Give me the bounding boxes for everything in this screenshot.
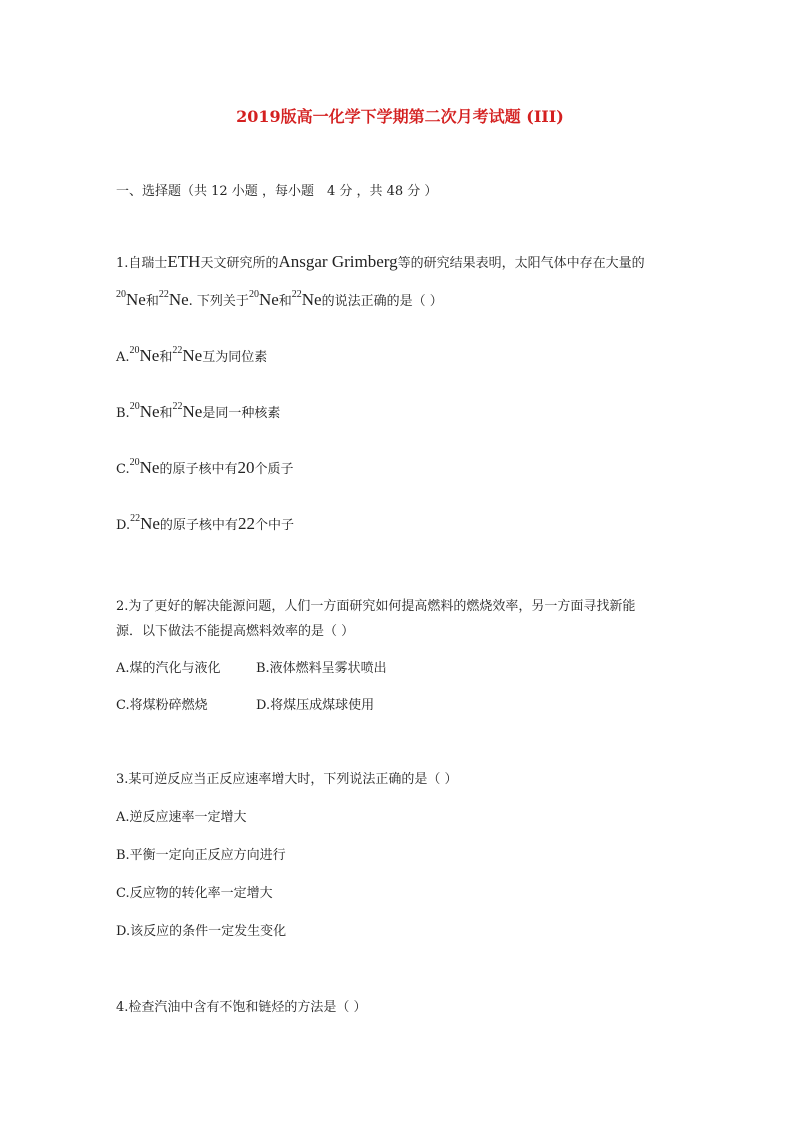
q1-mass-22: 22: [158, 289, 169, 300]
q3-option-a: A.逆反应速率一定增大: [116, 810, 247, 825]
q1-b-mass-20: 20: [129, 401, 140, 412]
q1-option-c-text2: 个质子: [254, 462, 294, 477]
q1-option-c: [116, 458, 293, 478]
q1-researcher-name: Ansgar Grimberg: [278, 252, 398, 271]
q1-a-mass-22: 22: [172, 345, 183, 356]
q1-b-and: 和: [159, 406, 173, 421]
q1-a-ne-1: Ne: [139, 346, 160, 365]
q1-b-ne-2: Ne: [182, 402, 203, 421]
q1-option-b: [116, 402, 280, 422]
q1-option-b-text: 是同一种核素: [202, 406, 281, 421]
q1-eth: ETH: [167, 252, 201, 271]
q2-option-d: D.将煤压成煤球使用: [256, 698, 375, 713]
q1-mass-22-b: 22: [291, 289, 302, 300]
q1-option-a-text: 互为同位素: [202, 350, 268, 365]
question-4-stem: 4.检查汽油中含有不饱和链烃的方法是（ ）: [116, 1000, 367, 1015]
section-header: 一、选择题（共 12 小题 ，每小题 4 分 ，共 48 分 ）: [116, 184, 438, 199]
question-3-stem: 3.某可逆反应当正反应速率增大时，下列说法正确的是（ ）: [116, 772, 458, 787]
q1-mass-20-b: 20: [248, 289, 259, 300]
q1-ne-a: Ne: [126, 290, 146, 309]
q1-a-mass-20: 20: [129, 345, 140, 356]
question-1-line-2: [116, 290, 443, 310]
q1-option-a-label: A.: [116, 350, 130, 365]
q1-option-c-text1: 的原子核中有: [159, 462, 238, 477]
q1-mid3: . 下列关于: [188, 294, 249, 309]
q1-and-a: 和: [145, 294, 159, 309]
question-1-line-1: [116, 252, 645, 272]
q3-option-d: D.该反应的条件一定发生变化: [116, 924, 287, 939]
q1-option-d-text1: 的原子核中有: [159, 518, 238, 533]
q2-options-row-2: [116, 694, 374, 713]
q1-option-c-num: 20: [237, 458, 255, 477]
q1-a-ne-2: Ne: [182, 346, 203, 365]
q1-a-and: 和: [159, 350, 173, 365]
q1-mass-20: 20: [116, 289, 126, 300]
q2-option-b: B.液体燃料呈雾状喷出: [256, 661, 387, 676]
q2-option-a: A.煤的汽化与液化: [116, 661, 221, 676]
q1-b-ne-1: Ne: [139, 402, 160, 421]
q1-tail: 的说法正确的是（ ）: [321, 294, 443, 309]
q1-ne-d: Ne: [301, 290, 322, 309]
q1-option-d: [116, 514, 294, 534]
q3-option-b: B.平衡一定向正反应方向进行: [116, 848, 286, 863]
question-2-line-2: 源．以下做法不能提高燃料效率的是（ ）: [116, 624, 355, 639]
q1-ne-c: Ne: [258, 290, 279, 309]
exam-title: 2019版高一化学下学期第二次月考试题 (III): [236, 107, 564, 126]
q1-d-ne: Ne: [140, 514, 160, 533]
q1-mid1: 天文研究所的: [200, 256, 279, 271]
q2-options-row-1: [116, 657, 387, 676]
q1-option-d-label: D.: [116, 518, 131, 533]
question-2-line-1: 2.为了更好的解决能源问题，人们一方面研究如何提高燃料的燃烧效率，另一方面寻找新能: [116, 599, 636, 614]
q1-and-b: 和: [278, 294, 292, 309]
q1-option-a: [116, 346, 267, 366]
q1-c-mass-20: 20: [129, 457, 140, 468]
q1-option-d-num: 22: [237, 514, 255, 533]
q1-mid2: 等的研究结果表明，太阳气体中存在大量的: [397, 256, 645, 271]
q1-option-c-label: C.: [116, 462, 130, 477]
q1-prefix: 1.自瑞士: [116, 256, 168, 271]
q1-option-b-label: B.: [116, 406, 130, 421]
q1-d-mass-22: 22: [130, 513, 141, 524]
q1-ne-b: Ne: [168, 290, 189, 309]
q1-c-ne: Ne: [139, 458, 160, 477]
q3-option-c: C.反应物的转化率一定增大: [116, 886, 273, 901]
q1-option-d-text2: 个中子: [254, 518, 294, 533]
q1-b-mass-22: 22: [172, 401, 183, 412]
q2-option-c: C.将煤粉碎燃烧: [116, 698, 208, 713]
